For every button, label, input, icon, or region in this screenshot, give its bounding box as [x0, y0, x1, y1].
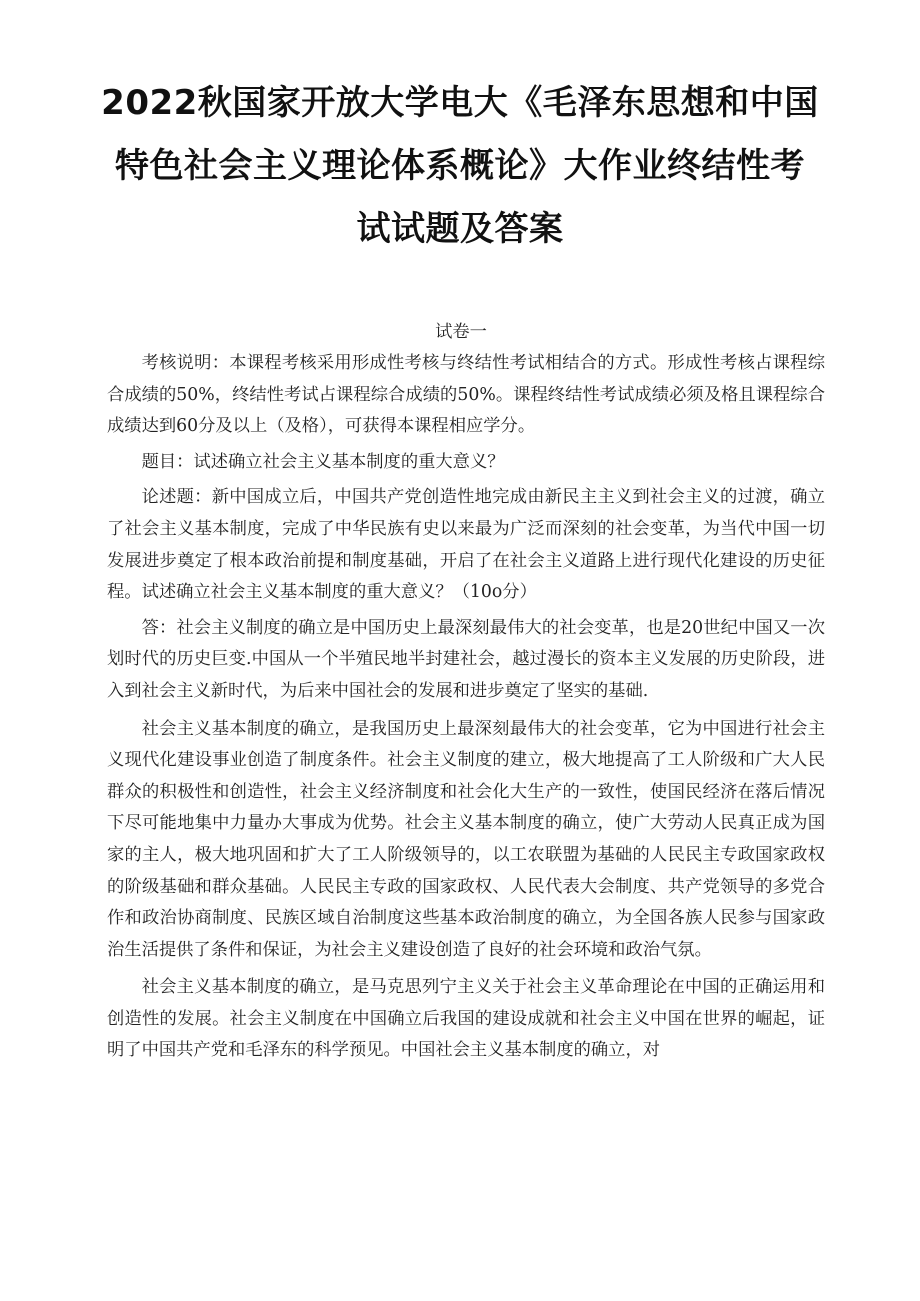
assessment-note-paragraph: 考核说明：本课程考核采用形成性考核与终结性考试相结合的方式。形成性考核占课程综合成绩的50%，终结性考试占课程综合成绩的50%。课程终结性考试成绩必须及格且课程综合成绩达到60分及以上（及格），可获得本课程相应学分。: [107, 353, 825, 437]
title-line: 试试题及答案: [356, 209, 564, 249]
title-line: 特色社会主义理论体系概论》大作业终结性考: [115, 146, 805, 186]
question-paragraph: 题目：试述确立社会主义基本制度的重大意义？: [141, 451, 505, 472]
answer-paragraph: 社会主义基本制度的确立，是我国历史上最深刻最伟大的社会变革，它为中国进行社会主义现代化建设事业创造了制度条件。社会主义制度的建立，极大地提高了工人阶级和广大人民群众的积极性和创造性，社会主义经济制度和社会化大生产的一致性，使国民经济在落后情况下尽可能地集中力量办大事成为优势。社会主义基本制度的确立，使广大劳动人民真正成为国家的主人，极大地巩固和扩大了工人阶级领导的，以工农联盟为基础的人民民主专政国家政权的阶级基础和群众基础。人民民主专政的国家政权、人民代表大会制度、共产党领导的多党合作和政治协商制度、民族区域自治制度这些基本政治制度的确立，为全国各族人民参与国家政治生活提供了条件和保证，为社会主义建设创造了良好的社会环境和政治气氛。: [107, 718, 825, 960]
document-body: [107, 318, 825, 1067]
title-line: 2022秋国家开放大学电大《毛泽东思想和中国: [101, 83, 819, 123]
document-title: [60, 72, 860, 261]
answer-paragraph: 答：社会主义制度的确立是中国历史上最深刻最伟大的社会变革，也是20世纪中国又一次划时代的历史巨变.中国从一个半殖民地半封建社会，越过漫长的资本主义发展的历史阶段，进入到社会主义新时代，为后来中国社会的发展和进步奠定了坚实的基础.: [107, 617, 825, 701]
exam-paper-label: 试卷一: [435, 322, 487, 342]
essay-prompt-paragraph: 论述题：新中国成立后，中国共产党创造性地完成由新民主主义到社会主义的过渡，确立了社会主义基本制度，完成了中华民族有史以来最为广泛而深刻的社会变革，为当代中国一切发展进步奠定了根本政治前提和制度基础，开启了在社会主义道路上进行现代化建设的历史征程。试述确立社会主义基本制度的重大意义？（10o分）: [107, 487, 825, 603]
answer-paragraph: 社会主义基本制度的确立，是马克思列宁主义关于社会主义革命理论在中国的正确运用和创造性的发展。社会主义制度在中国确立后我国的建设成就和社会主义中国在世界的崛起，证明了中国共产党和毛泽东的科学预见。中国社会主义基本制度的确立，对: [107, 977, 825, 1061]
